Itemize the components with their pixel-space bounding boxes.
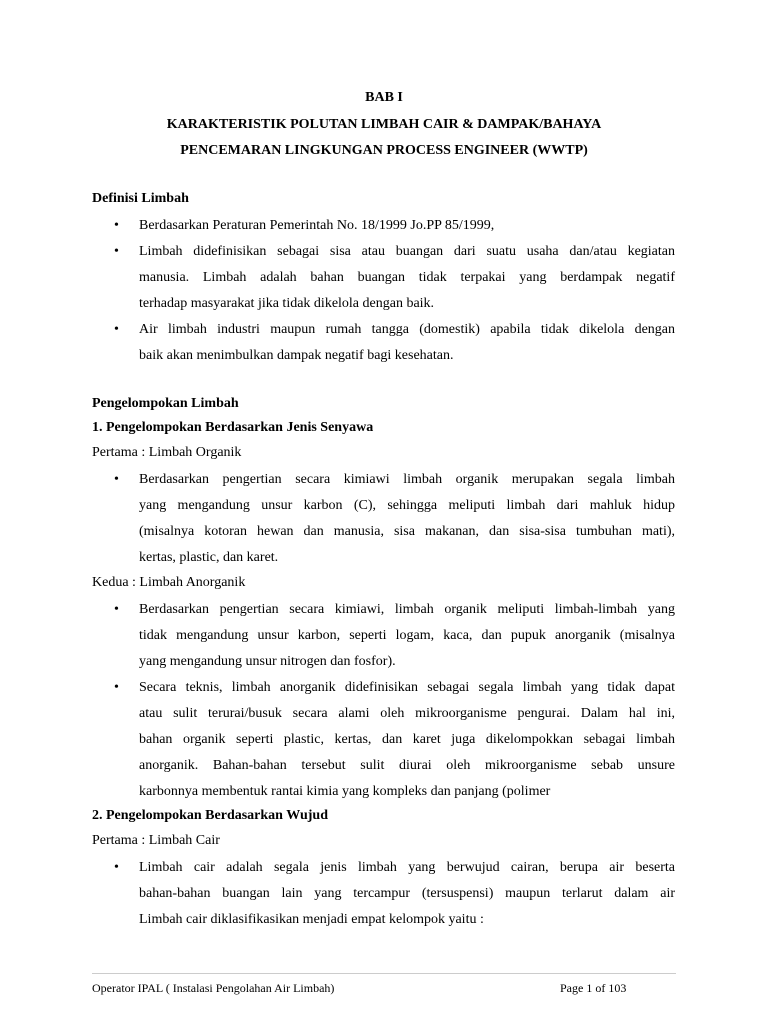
category-label-anorganik: Kedua : Limbah Anorganik <box>92 575 246 590</box>
paragraph-line: Limbah cair diklasifikasikan menjadi empat kelompok yaitu : <box>139 912 484 927</box>
bullet-marker: • <box>114 322 119 337</box>
paragraph-line: Berdasarkan pengertian secara kimiawi, limbah organik meliputi limbah-limbah yang <box>139 602 675 617</box>
paragraph-line: manusia. Limbah adalah bahan buangan tidak terpakai yang berdampak negatif <box>139 270 675 285</box>
paragraph-line: bahan organik seperti plastic, kertas, dan karet juga dikelompokkan sebagai limbah <box>139 732 675 747</box>
section-heading-pengelompokan: Pengelompokan Limbah <box>92 396 239 411</box>
footer-document-name: Operator IPAL ( Instalasi Pengolahan Air Limbah) <box>92 981 335 995</box>
bullet-marker: • <box>114 860 119 875</box>
subsection-heading-jenis-senyawa: 1. Pengelompokan Berdasarkan Jenis Senyawa <box>92 420 374 435</box>
paragraph-line: yang mengandung unsur nitrogen dan fosfor). <box>139 654 396 669</box>
paragraph-line: Limbah didefinisikan sebagai sisa atau buangan dari suatu usaha dan/atau kegiatan <box>139 244 675 259</box>
footer-page-number: Page 1 of 103 <box>560 981 627 995</box>
chapter-subtitle-line1: KARAKTERISTIK POLUTAN LIMBAH CAIR & DAMPAK/BAHAYA <box>166 117 602 132</box>
category-label-cair: Pertama : Limbah Cair <box>92 833 220 848</box>
bullet-marker: • <box>114 218 119 233</box>
paragraph-line: kertas, plastic, dan karet. <box>139 550 279 565</box>
subsection-heading-wujud: 2. Pengelompokan Berdasarkan Wujud <box>92 808 328 823</box>
paragraph-line: Secara teknis, limbah anorganik didefinisikan sebagai segala limbah yang tidak dapat <box>139 680 675 695</box>
paragraph-line: karbonnya membentuk rantai kimia yang kompleks dan panjang (polimer <box>139 784 551 799</box>
chapter-subtitle-line2: PENCEMARAN LINGKUNGAN PROCESS ENGINEER (WWTP) <box>180 143 588 158</box>
bullet-marker: • <box>114 472 119 487</box>
category-label-organik: Pertama : Limbah Organik <box>92 445 242 460</box>
bullet-marker: • <box>114 680 119 695</box>
paragraph-line: Berdasarkan Peraturan Pemerintah No. 18/1999 Jo.PP 85/1999, <box>139 218 495 233</box>
chapter-title: BAB I <box>365 90 403 105</box>
paragraph-line: Air limbah industri maupun rumah tangga (domestik) apabila tidak dikelola dengan <box>139 322 675 337</box>
bullet-marker: • <box>114 602 119 617</box>
paragraph-line: terhadap masyarakat jika tidak dikelola dengan baik. <box>139 296 435 311</box>
paragraph-line: yang mengandung unsur karbon (C), sehingga meliputi limbah dari mahluk hidup <box>139 498 675 513</box>
paragraph-line: Limbah cair adalah segala jenis limbah yang berwujud cairan, berupa air beserta <box>139 860 675 875</box>
bullet-marker: • <box>114 244 119 259</box>
footer-divider <box>92 973 676 974</box>
paragraph-line: bahan-bahan buangan lain yang tercampur (tersuspensi) maupun terlarut dalam air <box>139 886 675 901</box>
paragraph-line: atau sulit terurai/busuk secara alami oleh mikroorganisme pengurai. Dalam hal ini, <box>139 706 675 721</box>
paragraph-line: Berdasarkan pengertian secara kimiawi limbah organik merupakan segala limbah <box>139 472 675 487</box>
paragraph-line: anorganik. Bahan-bahan tersebut sulit diurai oleh mikroorganisme sebab unsure <box>139 758 675 773</box>
section-heading-definisi: Definisi Limbah <box>92 191 189 206</box>
paragraph-line: baik akan menimbulkan dampak negatif bagi kesehatan. <box>139 348 454 363</box>
paragraph-line: (misalnya kotoran hewan dan manusia, sisa makanan, dan sisa-sisa tumbuhan mati), <box>139 524 675 539</box>
paragraph-line: tidak mengandung unsur karbon, seperti logam, kaca, dan pupuk anorganik (misalnya <box>139 628 675 643</box>
